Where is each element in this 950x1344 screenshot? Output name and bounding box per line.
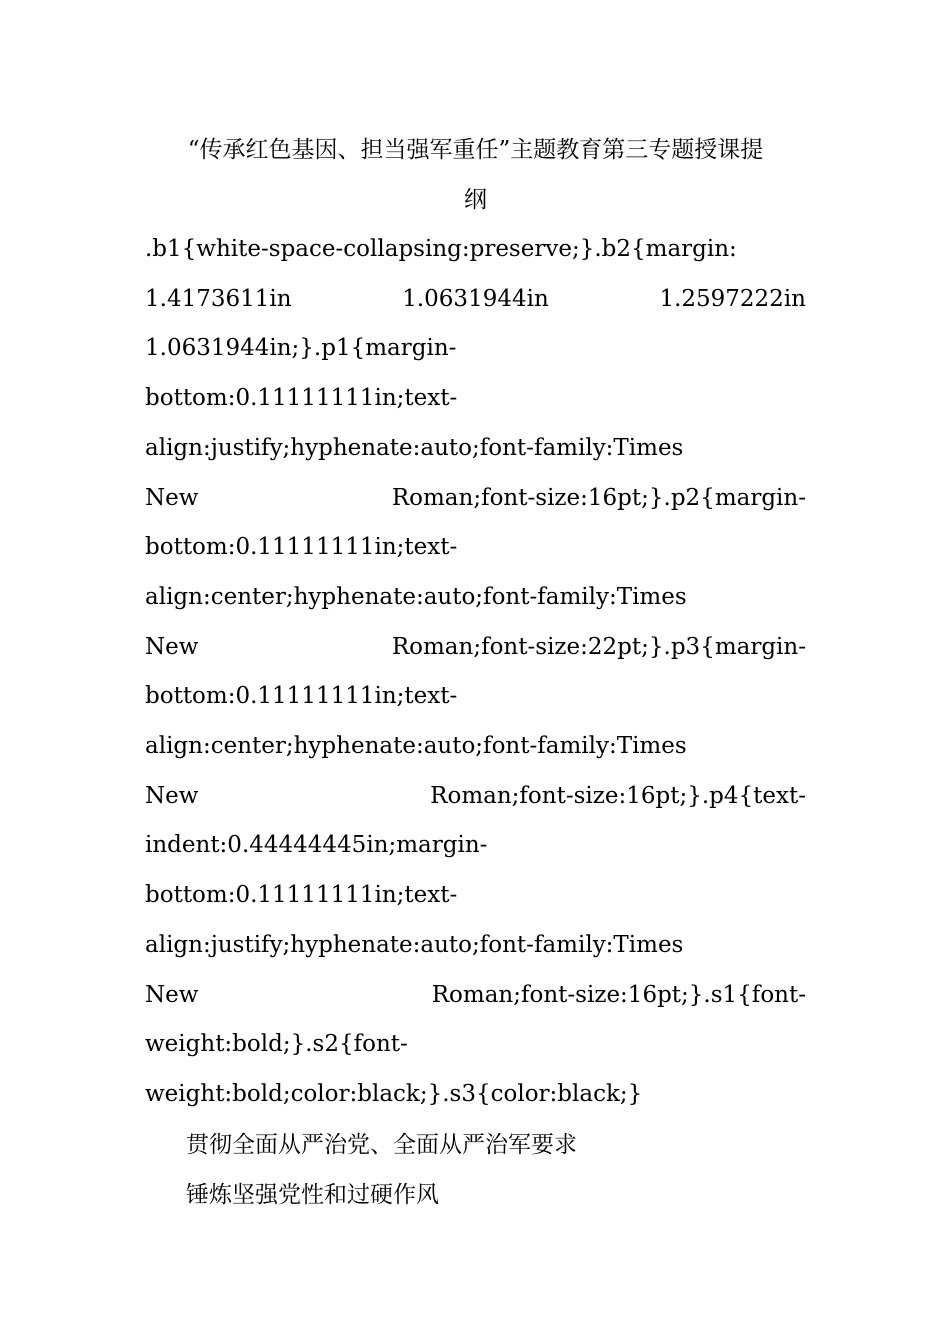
title-line-1: “传承红色基因、担当强军重任”主题教育第三专题授课提 [187,137,764,163]
body-paragraph: 贯彻全面从严治党、全面从严治军要求 [186,1131,577,1158]
body-paragraph: 锤炼坚强党性和过硬作风 [186,1181,439,1208]
css-line: align:center;hyphenate:auto;font-family:Times [145,733,687,760]
css-line: bottom:0.11111111in;text- [145,882,458,909]
css-word: 1.0631944in [402,285,549,312]
css-word: 1.2597222in [659,285,806,312]
css-word: New [145,981,199,1008]
css-word: Roman;font-size:22pt;}.p3{margin- [391,633,806,660]
css-word: New [145,782,199,809]
css-line [145,971,806,1021]
css-line: align:justify;hyphenate:auto;font-family:Times [145,434,684,461]
css-line: 1.0631944in;}.p1{margin- [145,335,457,362]
title-line-2: 纲 [464,187,487,213]
css-line: bottom:0.11111111in;text- [145,385,458,412]
css-word: Roman;font-size:16pt;}.p2{margin- [391,484,806,511]
css-line: .b1{white-space-collapsing:preserve;}.b2{margin: [145,236,737,262]
document-page [145,125,806,1220]
document-title [145,125,806,225]
css-line [145,623,806,673]
css-line: bottom:0.11111111in;text- [145,683,458,710]
css-word: 1.4173611in [145,285,292,312]
css-line: weight:bold;}.s2{font- [145,1031,408,1058]
css-word: Roman;font-size:16pt;}.s1{font- [431,981,806,1008]
css-line [145,474,806,524]
css-word: New [145,484,199,511]
css-line: weight:bold;color:black;}.s3{color:black;} [145,1080,643,1107]
raw-css-text [145,225,806,1120]
css-line: indent:0.44444445in;margin- [145,832,488,859]
css-line: bottom:0.11111111in;text- [145,534,458,561]
css-word: Roman;font-size:16pt;}.p4{text- [430,782,806,809]
css-line [145,275,806,325]
css-line [145,772,806,822]
css-line: align:justify;hyphenate:auto;font-family:Times [145,931,684,958]
css-line: align:center;hyphenate:auto;font-family:Times [145,583,687,610]
css-word: New [145,633,199,660]
